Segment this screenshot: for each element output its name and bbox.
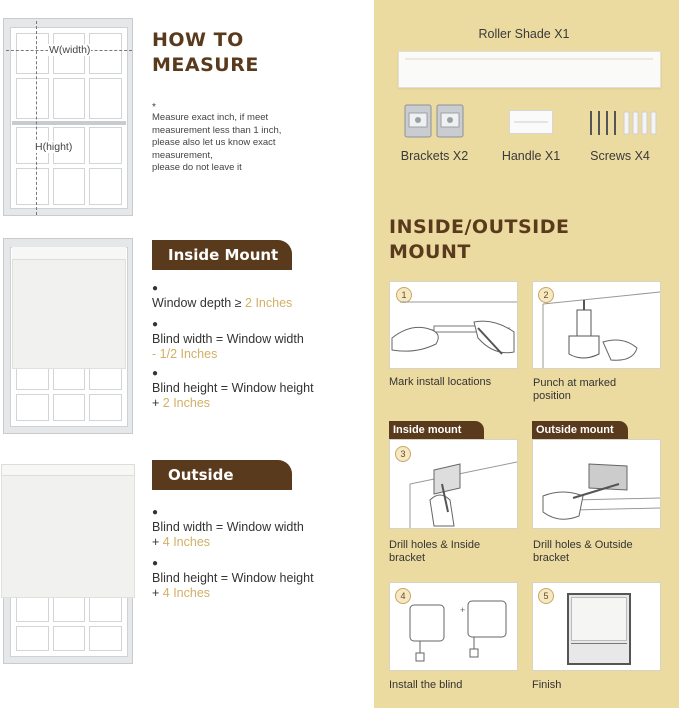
spec-accent: 2 Inches [245, 296, 293, 310]
spec-text: Window depth ≥ [152, 296, 246, 310]
spec-bullet: ● [152, 319, 159, 330]
caption-line: Punch at marked [533, 377, 617, 389]
step-1-caption: Mark install locations [389, 376, 492, 388]
step-1-card [389, 281, 518, 369]
measure-note [152, 104, 352, 175]
title-line-1: INSIDE/OUTSIDE [389, 216, 570, 238]
step-2-caption [533, 377, 616, 403]
brackets-image [403, 103, 465, 139]
spec-width [152, 520, 367, 550]
note-line: measurement less than 1 inch, [152, 124, 282, 136]
handle-image [509, 110, 553, 134]
inside-mount-specs [152, 284, 367, 411]
spec-height [152, 571, 367, 601]
inside-outside-mount-title [389, 215, 569, 265]
brackets-label: Brackets X2 [400, 149, 469, 163]
screws-label: Screws X4 [590, 149, 650, 163]
step-number: 4 [395, 588, 411, 604]
spec-text: Blind width = Window width [152, 520, 304, 534]
step-number: 3 [395, 446, 411, 462]
spec-accent: 1/2 Inches [159, 347, 218, 361]
spec-prefix: + [152, 535, 163, 549]
spec-bullet: ● [152, 507, 159, 518]
step-2-card [532, 281, 661, 369]
title-line-1: HOW TO [152, 29, 244, 51]
spec-text: Blind height = Window height [152, 381, 314, 395]
height-dimension-line [36, 21, 37, 215]
outside-mount-specs [152, 508, 367, 601]
step-5-caption: Finish [532, 679, 562, 691]
spec-accent: 4 Inches [162, 586, 211, 600]
measure-window-illustration [3, 18, 133, 216]
how-to-measure-title [152, 28, 259, 78]
step-number: 2 [538, 287, 554, 303]
note-star: * [152, 102, 156, 113]
caption-line: position [533, 390, 571, 402]
caption-line: bracket [389, 552, 426, 564]
roller-shade-image [398, 51, 661, 88]
inside-roller-shade [12, 247, 126, 369]
step-3-card [389, 439, 518, 529]
roller-shade-label: Roller Shade X1 [478, 27, 570, 41]
caption-line: Drill holes & Inside [389, 539, 481, 551]
marking-illustration [390, 282, 517, 368]
outside-mount-tab: Outside mount [532, 421, 628, 439]
note-line: measurement, [152, 149, 213, 161]
spec-text: Blind height = Window height [152, 571, 314, 585]
svg-text:+: + [460, 605, 466, 615]
spec-height [152, 381, 367, 411]
spec-prefix: + [152, 586, 163, 600]
spec-depth [152, 296, 367, 311]
title-line-2: MOUNT [389, 241, 471, 263]
inside-mount-tab: Inside mount [389, 421, 484, 439]
spec-width [152, 332, 367, 362]
note-line: please do not leave it [152, 162, 242, 173]
outside-step-caption [533, 539, 633, 565]
spec-text: Blind width = Window width [152, 332, 304, 346]
handle-label: Handle X1 [501, 149, 561, 163]
note-line: please also let us know exact [152, 137, 276, 148]
finished-shade-illustration [567, 593, 631, 665]
spec-bullet: ● [152, 368, 159, 379]
screws-image [586, 108, 658, 138]
inside-mount-window-illustration [3, 238, 133, 434]
step-3-caption [389, 539, 480, 565]
step-number: 1 [396, 287, 412, 303]
caption-line: Drill holes & Outside [533, 539, 633, 551]
width-label: W(width) [49, 44, 91, 56]
title-line-2: MEASURE [152, 54, 259, 76]
step-5-card [532, 582, 661, 671]
spec-bullet: ● [152, 558, 159, 569]
spec-bullet: ● [152, 283, 159, 294]
step-number: 5 [538, 588, 554, 604]
note-line: Measure exact inch, if meet [152, 112, 269, 123]
outside-mount-badge: Outside Mount [152, 460, 292, 490]
spec-prefix: - [152, 347, 160, 361]
height-label: H(hight) [35, 141, 73, 153]
outside-roller-shade [1, 464, 135, 598]
step-4-caption: Install the blind [389, 679, 463, 691]
step-4-card [389, 582, 518, 671]
outside-bracket-card [532, 439, 661, 529]
outside-bracket-illustration [533, 440, 660, 528]
inside-mount-badge: Inside Mount [152, 240, 292, 270]
spec-accent: 4 Inches [162, 535, 211, 549]
inside-bracket-illustration [390, 440, 517, 528]
install-blind-illustration [390, 583, 517, 670]
caption-line: bracket [533, 552, 570, 564]
spec-prefix: + [152, 396, 163, 410]
drill-punch-illustration [533, 282, 660, 368]
spec-accent: 2 Inches [162, 396, 211, 410]
